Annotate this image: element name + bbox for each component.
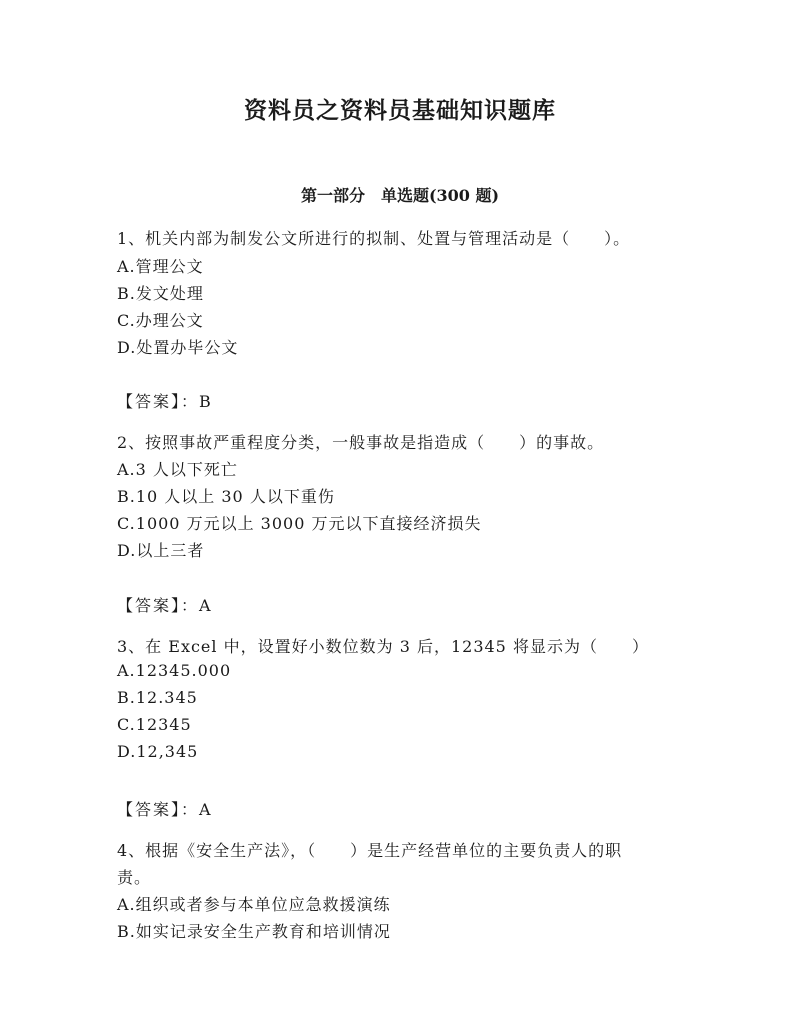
question-2-answer: 【答案】：A bbox=[117, 596, 213, 615]
question-4-stem: 4、根据《安全生产法》，（ ）是生产经营单位的主要负责人的职 bbox=[117, 841, 623, 860]
question-2-option-c: C.1000 万元以上 3000 万元以下直接经济损失 bbox=[117, 514, 482, 533]
question-1-answer: 【答案】：B bbox=[117, 392, 213, 411]
question-3-option-c: C.12345 bbox=[117, 715, 192, 734]
question-3-option-d: D.12,345 bbox=[117, 742, 199, 761]
question-3-answer: 【答案】：A bbox=[117, 800, 213, 819]
question-3-option-b: B.12.345 bbox=[117, 688, 198, 707]
question-2-option-a: A.3 人以下死亡 bbox=[117, 460, 238, 479]
question-4-option-a: A.组织或者参与本单位应急救援演练 bbox=[117, 895, 391, 914]
question-4-stem-continued: 责。 bbox=[117, 868, 152, 887]
question-1-stem: 1、机关内部为制发公文所进行的拟制、处置与管理活动是（ ）。 bbox=[117, 229, 631, 248]
question-1-option-c: C.办理公文 bbox=[117, 311, 204, 330]
question-2-stem: 2、按照事故严重程度分类，一般事故是指造成（ ）的事故。 bbox=[117, 433, 605, 452]
question-2-option-d: D.以上三者 bbox=[117, 541, 205, 560]
question-1-option-b: B.发文处理 bbox=[117, 284, 204, 303]
question-2-option-b: B.10 人以上 30 人以下重伤 bbox=[117, 487, 335, 506]
question-3-option-a: A.12345.000 bbox=[117, 661, 232, 680]
question-3-stem: 3、在 Excel 中，设置好小数位数为 3 后，12345 将显示为（ ） bbox=[117, 637, 649, 656]
question-1-option-a: A.管理公文 bbox=[117, 257, 204, 276]
section-heading: 第一部分 单选题(300 题) bbox=[300, 186, 500, 205]
question-1-option-d: D.处置办毕公文 bbox=[117, 338, 239, 357]
question-4-option-b: B.如实记录安全生产教育和培训情况 bbox=[117, 922, 391, 941]
document-title: 资料员之资料员基础知识题库 bbox=[244, 97, 556, 124]
